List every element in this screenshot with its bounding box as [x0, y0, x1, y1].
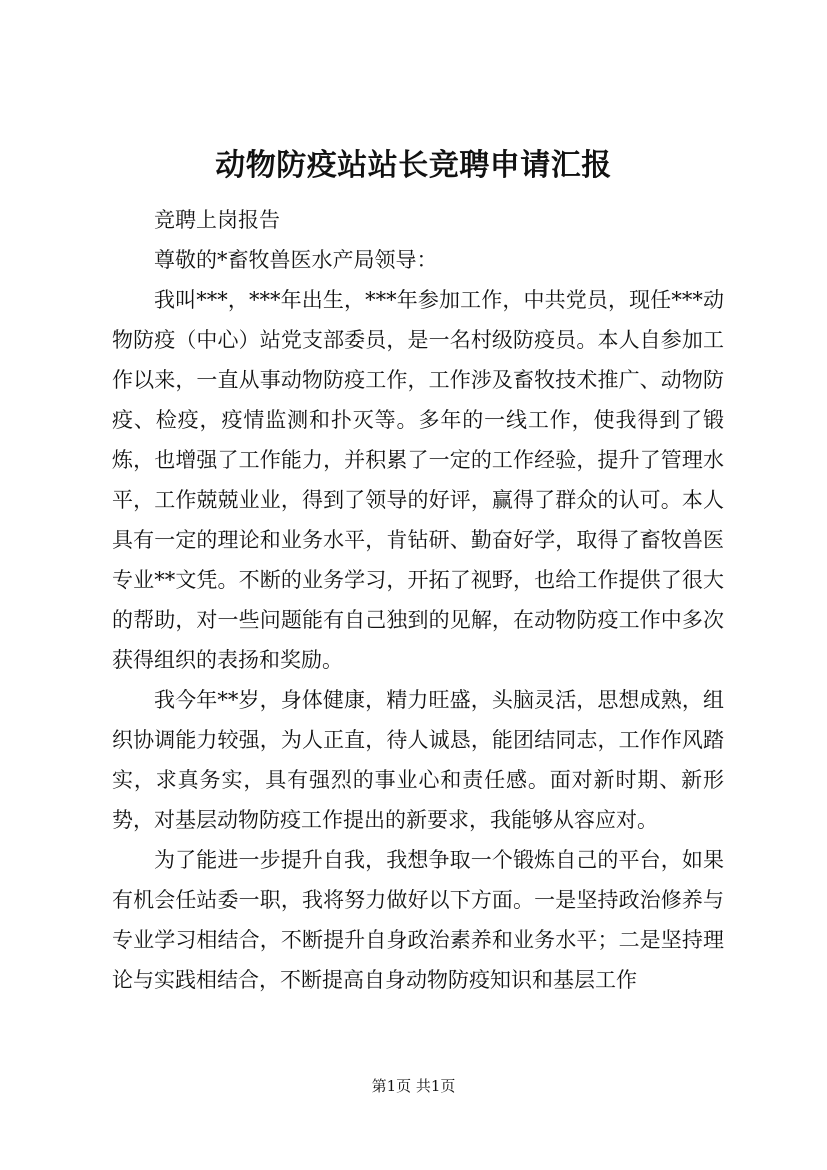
document-title: 动物防疫站站长竞聘申请汇报 [215, 148, 612, 183]
paragraph-personal-qualities: 我今年**岁，身体健康，精力旺盛，头脑灵活，思想成熟，组织协调能力较强，为人正直，待人诚恳，能团结同志，工作作风踏实，求真务实，具有强烈的事业心和责任感。面对新时期、新形势，对基层动物防疫工作提出的新要求，我能够从容应对。 [112, 688, 724, 832]
document-body [112, 200, 724, 1000]
paragraph-subtitle: 竞聘上岗报告 [154, 208, 280, 232]
paragraph-self-introduction: 我叫***，***年出生，***年参加工作，中共党员，现任***动物防疫（中心）站党支部委员，是一名村级防疫员。本人自参加工作以来，一直从事动物防疫工作，工作涉及畜牧技术推广、动物防疫、检疫，疫情监测和扑灭等。多年的一线工作，使我得到了锻炼，也增强了工作能力，并积累了一定的工作经验，提升了管理水平，工作兢兢业业，得到了领导的好评，赢得了群众的认可。本人具有一定的理论和业务水平，肯钻研、勤奋好学，取得了畜牧兽医专业**文凭。不断的业务学习，开拓了视野，也给工作提供了很大的帮助，对一些问题能有自己独到的见解，在动物防疫工作中多次获得组织的表扬和奖励。 [112, 288, 724, 672]
page-footer: 第1页 共1页 [371, 1077, 456, 1095]
paragraph-plans: 为了能进一步提升自我，我想争取一个锻炼自己的平台，如果有机会任站委一职，我将努力做好以下方面。一是坚持政治修养与专业学习相结合，不断提升自身政治素养和业务水平；二是坚持理论与实践相结合，不断提高自身动物防疫知识和基层工作 [112, 848, 724, 992]
paragraph-salutation: 尊敬的*畜牧兽医水产局领导： [154, 248, 438, 272]
